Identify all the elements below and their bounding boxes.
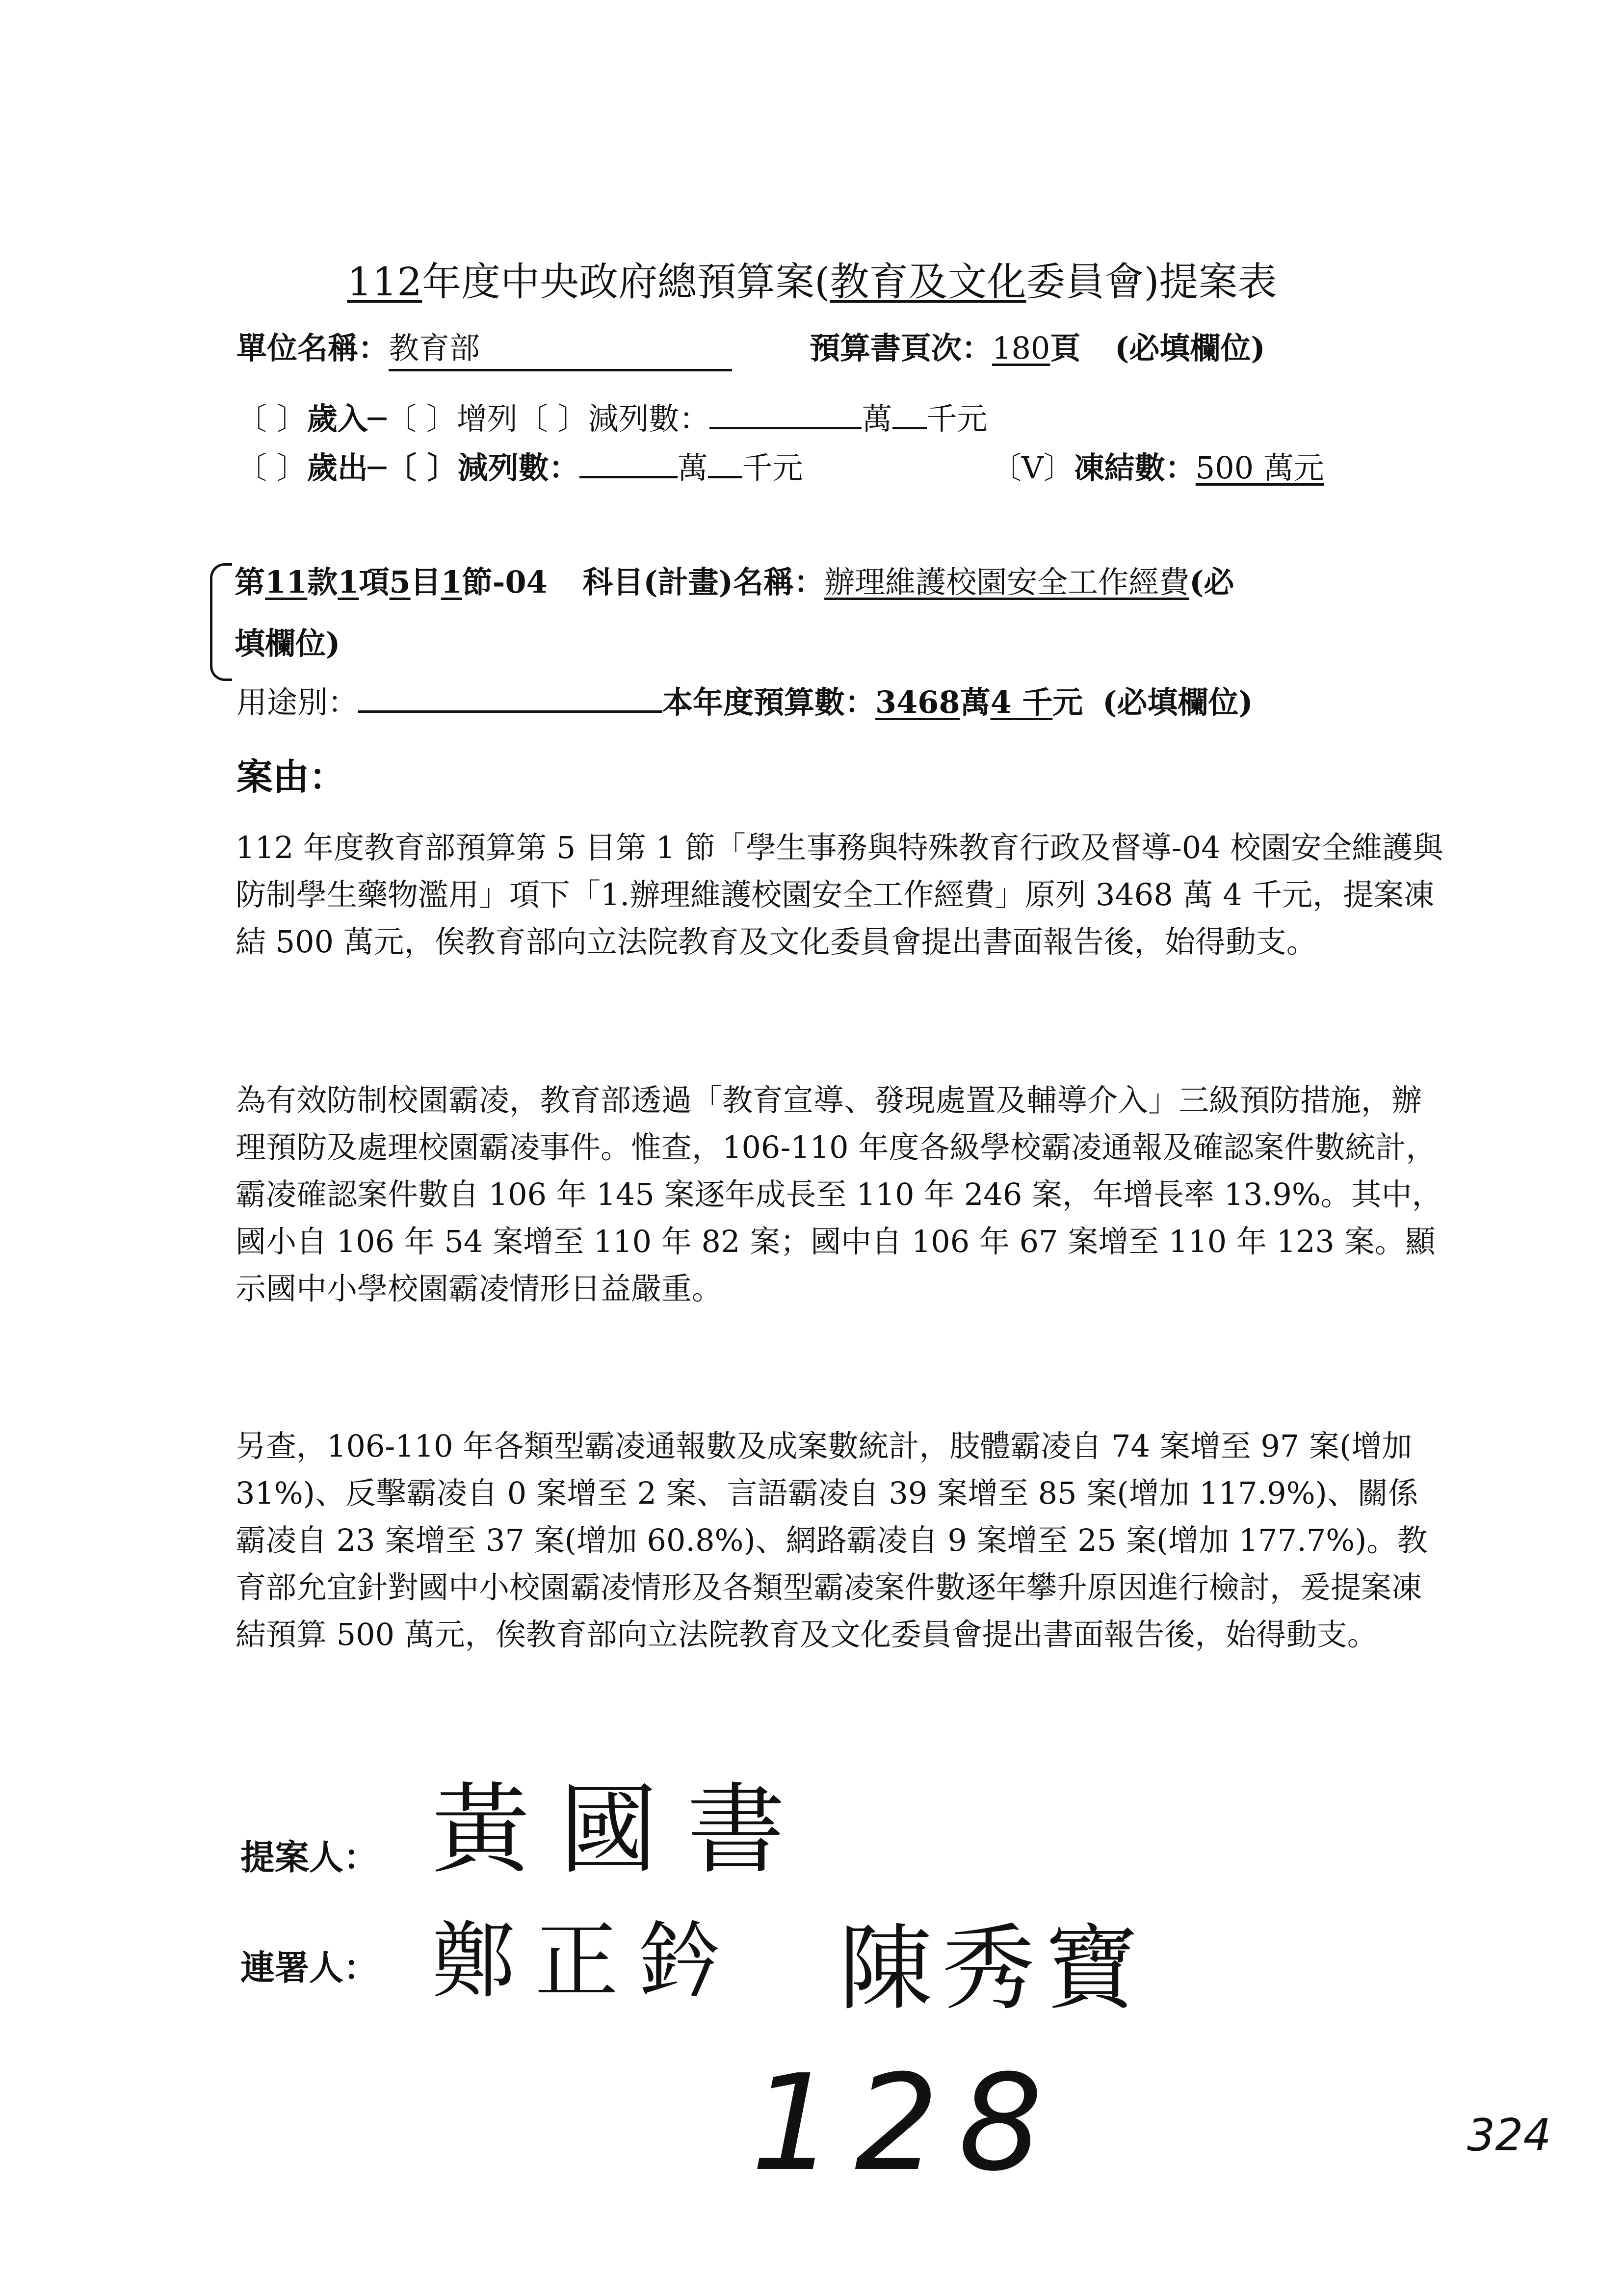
handwritten-number: 128	[751, 2046, 1063, 2200]
proposer-label: 提案人：	[240, 1837, 378, 1878]
budget-wan-value: 3468	[875, 684, 960, 720]
budget-required-note: (必填欄位)	[1102, 684, 1253, 720]
item-bracket	[210, 563, 232, 681]
expense-thousand-blank	[708, 447, 742, 478]
freeze-row	[991, 447, 1324, 489]
freeze-value: 500 萬元	[1195, 450, 1324, 486]
reason-heading: 案由：	[236, 756, 345, 798]
item-required-continued: 填欄位)	[235, 626, 341, 661]
budget-label: 本年度預算數：	[662, 684, 876, 720]
subject-required-a: (必	[1189, 564, 1234, 600]
page-value: 180	[992, 330, 1050, 366]
page-title	[0, 250, 1624, 307]
reason-paragraph-1: 112 年度教育部預算第 5 目第 1 節「學生事務與特殊教育行政及督導-04 校園安全維護與防制學生藥物濫用」項下「1.辦理維護校園安全工作經費」原列 3468 萬 4 千元，提案凍結 500 萬元，俟教育部向立法院教育及文化委員會提出書面報告後，始得動支。	[236, 830, 1443, 960]
revenue-thousand: 千元	[926, 401, 988, 437]
xiang-label: 項	[359, 564, 390, 600]
kuan-label: 款	[307, 564, 338, 600]
unit-label: 單位名稱：	[236, 330, 389, 366]
jie-number: 1	[441, 564, 462, 600]
xiang-number: 1	[338, 564, 359, 600]
required-note: (必填欄位)	[1115, 330, 1265, 366]
budget-yuan: 元	[1052, 684, 1083, 720]
cosigner-signature-2: 陳秀寶	[839, 1914, 1149, 2023]
usage-blank	[358, 682, 662, 713]
page-ref-row	[810, 328, 1265, 369]
usage-row	[236, 682, 1253, 723]
title-year: 112	[347, 259, 422, 305]
kuan-number: 11	[265, 564, 308, 600]
item-row	[235, 562, 1234, 603]
reason-paragraph-3: 另查，106-110 年各類型霸凌通報數及成案數統計，肢體霸凌自 74 案增至 97 案(增加 31%)、反擊霸凌自 0 案增至 2 案、言語霸凌自 39 案增至 85 案(增加 117.9%)、關係霸凌自 23 案增至 37 案(增加 60.8%)、網路霸凌自 9 案增至 25 案(增加 177.7%)。教育部允宜針對國中小校園霸凌情形及各類型霸凌案件數逐年攀升原因進行檢討，爰提案凍結預算 500 萬元，俟教育部向立法院教育及文化委員會提出書面報告後，始得動支。	[236, 1428, 1428, 1652]
revenue-thousand-blank	[892, 398, 927, 429]
revenue-increase: 〔 〕增列	[386, 401, 518, 437]
expense-amount-blank	[579, 447, 678, 478]
revenue-amount-blank	[709, 398, 862, 429]
budget-thousand-value: 4 千	[990, 684, 1053, 720]
title-committee: 教育及文化	[830, 259, 1026, 305]
cosigner-signature-1: 鄭正鈐	[432, 1913, 741, 2010]
expense-label: 歲出─	[307, 450, 387, 486]
unit-value: 教育部	[389, 328, 732, 371]
unit-row	[236, 328, 732, 371]
expense-thousand: 千元	[742, 450, 803, 486]
subject-label: 科目(計畫)名稱：	[582, 564, 825, 600]
item-code: -04	[492, 564, 548, 600]
usage-label: 用途別：	[236, 684, 359, 720]
page-number: 324	[1467, 2110, 1551, 2161]
cosigner-label: 連署人：	[240, 1947, 378, 1988]
reason-paragraph-2: 為有效防制校園霸凌，教育部透過「教育宣導、發現處置及輔導介入」三級預防措施，辦理預防及處理校園霸凌事件。惟查，106-110 年度各級學校霸凌通報及確認案件數統計，霸凌確認案件數自 106 年 145 案逐年成長至 110 年 246 案，年增長率 13.9%。其中，國小自 106 年 54 案增至 110 年 82 案；國中自 106 年 67 案增至 110 年 123 案。顯示國中小學校園霸凌情形日益嚴重。	[236, 1082, 1442, 1306]
subject-value: 辦理維護校園安全工作經費	[824, 564, 1190, 600]
budget-wan: 萬	[960, 684, 991, 720]
expense-decrease: 〔 〕減列數：	[386, 450, 579, 486]
revenue-wan: 萬	[862, 401, 892, 437]
expense-wan: 萬	[677, 450, 708, 486]
revenue-decrease: 〔 〕減列數：	[517, 401, 710, 437]
freeze-label: 凍結數：	[1074, 450, 1196, 486]
expense-row	[236, 447, 803, 489]
mu-label: 目	[410, 564, 441, 600]
revenue-row	[236, 398, 988, 440]
item-di: 第	[235, 564, 265, 600]
page-unit: 頁	[1050, 330, 1081, 366]
revenue-label: 歲入─	[307, 401, 387, 437]
freeze-checkbox: 〔V〕	[991, 450, 1074, 486]
proposer-signature: 黃國書	[432, 1773, 815, 1887]
page-label: 預算書頁次：	[810, 330, 993, 366]
revenue-checkbox: 〔 〕	[236, 401, 307, 437]
title-part2: 委員會)提案表	[1026, 259, 1277, 305]
jie-label: 節	[462, 564, 493, 600]
mu-number: 5	[389, 564, 411, 600]
title-part1: 年度中央政府總預算案(	[422, 259, 830, 305]
expense-checkbox: 〔 〕	[236, 450, 307, 486]
